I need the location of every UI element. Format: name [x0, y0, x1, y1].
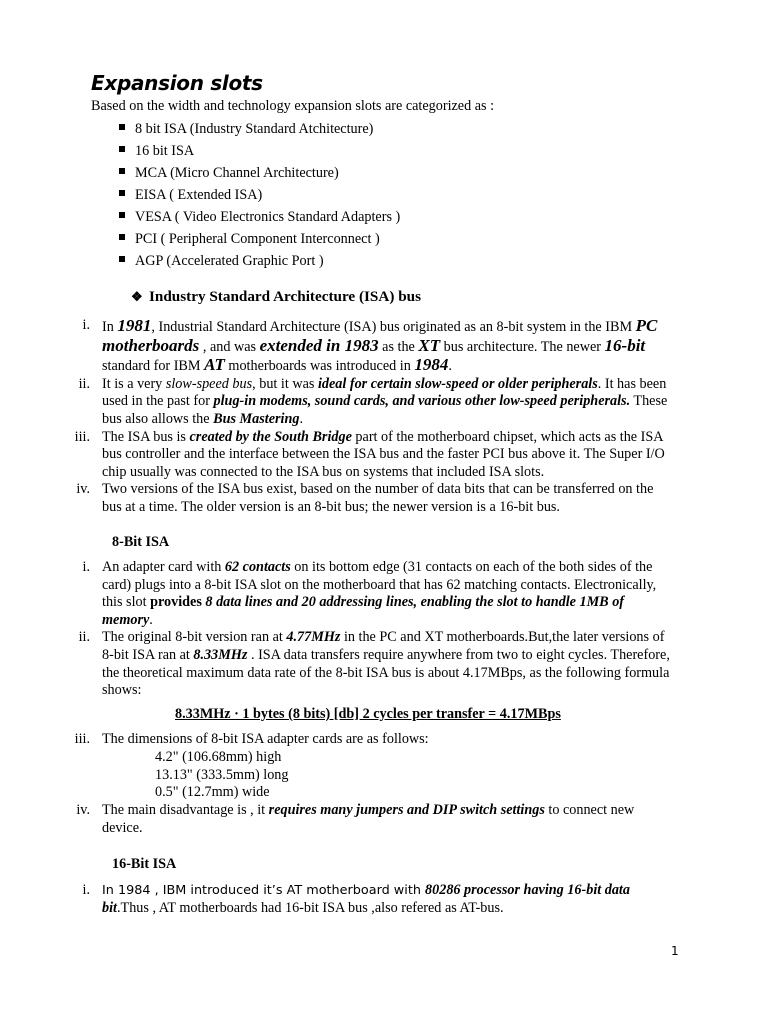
text-run: 62 contacts [224, 559, 291, 575]
isa-item-4: iv. Two versions of the ISA bus exist, based on the number of data bits that can be transferred on the bus at a time. The older version is an 8-bit bus; the newer version is a 16-bit bus. [76, 481, 654, 515]
list-item: 8 bit ISA (Industry Standard Atchitecture) [118, 119, 400, 141]
text-run: as the [378, 338, 419, 355]
eight-bit-item-1: i. An adapter card with 62 contacts on its bottom edge (31 contacts on each of the both sides of the card) plugs into a 8-bit ISA slot on the motherboard that has 62 matching contacts. Electronically, this slot provides 8 data lines and 20 addressing lines, enabling the slot to handle 1MB of memory. [82, 559, 657, 628]
text-run: . ISA data transfers require anywhere from two to eight cycles. Therefore, the theoretical maximum data rate of the 8-bit ISA bus is about 4.17MBps, as the following formula shows: [102, 646, 670, 699]
text-run: to connect new device. [102, 802, 635, 836]
text-run: In 1984 , IBM introduced it’s AT motherboard with [102, 883, 426, 898]
text-run: part of the motherboard chipset, which acts as the ISA bus controller and the interface between the ISA bus and the faster PCI bus above it. The Super I/O chip usually was connected to the ISA bus on systems that included ISA slots. [102, 428, 665, 480]
isa-item-1: i. In 1981, Industrial Standard Architecture (ISA) bus originated as an 8-bit system in the IBM PC motherboards , and was extended in 1983 as the XT bus architecture. The newer 16-bit standard for IBM AT motherboards was introduced in 1984. [82, 316, 658, 375]
eight-bit-items [0, 559, 768, 700]
isa-item-3: iii. The ISA bus is created by the South Bridge part of the motherboard chipset, which acts as the ISA bus controller and the interface between the ISA bus and the faster PCI bus above it. The Super I/O chip usually was connected to the ISA bus on systems that included ISA slots. [74, 428, 665, 480]
intro-text: Based on the width and technology expansion slots are categorized as : [91, 98, 495, 114]
list-item: AGP (Accelerated Graphic Port ) [118, 251, 400, 273]
square-bullet-icon [119, 190, 125, 196]
list-item: EISA ( Extended ISA) [118, 185, 400, 207]
text-run: The original 8-bit version ran at [102, 629, 287, 646]
slot-type-list [118, 119, 400, 273]
text-run: 8.33MHz [193, 646, 248, 663]
dimension-line: 4.2" (106.68mm) high [155, 749, 282, 765]
text-run: An adapter card with [102, 559, 225, 575]
text-run: PC motherboards [102, 316, 658, 355]
text-run: . It has been used in the past for [102, 375, 667, 410]
text-run: 4.77MHz [286, 629, 341, 646]
text-run: 1981 [117, 316, 152, 335]
isa-item-2: ii. It is a very slow-speed bus, but it was ideal for certain slow-speed or older peripherals. It has been used in the past for plug-in modems, sound cards, and various other low-speed peripherals. These bus also allows the Bus Mastering. [78, 375, 668, 427]
text-run: bus architecture. The newer [440, 338, 605, 355]
text-run: The main disadvantage is , it [102, 802, 269, 818]
list-item: PCI ( Peripheral Component Interconnect ) [118, 229, 400, 251]
text-run: 1984 [414, 355, 449, 375]
text-run: It is a very [102, 375, 166, 392]
text-run: 16-bit [604, 335, 646, 355]
data-rate-formula: 8.33MHz · 1 bytes (8 bits) [db] 2 cycles per transfer = 4.17MBps [175, 706, 561, 722]
isa-items [0, 317, 768, 517]
text-run: extended in 1983 [259, 335, 379, 355]
text-run: . [299, 410, 304, 427]
square-bullet-icon [119, 256, 125, 262]
text-run: , and was [199, 338, 260, 355]
card-dimensions [155, 749, 288, 802]
square-bullet-icon [119, 146, 125, 152]
list-item: MCA (Micro Channel Architecture) [118, 163, 400, 185]
page-number: 1 [671, 944, 679, 958]
text-run: 80286 processor having 16-bit data bit [102, 882, 630, 916]
text-run: plug-in modems, sound cards, and various other low-speed peripherals. [213, 393, 631, 410]
text-run: These bus also allows the [102, 393, 668, 427]
text-run: , but it was [252, 375, 318, 392]
eight-bit-heading: 8-Bit ISA [112, 534, 170, 550]
list-item: 16 bit ISA [118, 141, 400, 163]
text-run: slow-speed bus [165, 375, 253, 392]
sixteen-bit-heading: 16-Bit ISA [112, 856, 177, 872]
text-run: XT [418, 335, 441, 355]
text-run: on its bottom edge (31 contacts on each of the both sides of the card) plugs into a 8-bit ISA slot on the motherboard that has 62 matching contacts. Electronically, this slot [102, 559, 657, 611]
text-run: AT [204, 355, 225, 375]
text-run: requires many jumpers and DIP switch settings [268, 802, 545, 818]
text-run: Bus Mastering [213, 410, 300, 427]
text-run: ideal for certain slow-speed or older peripherals [317, 375, 598, 392]
diamond-bullet-icon: ❖ [131, 289, 143, 304]
text-run: Two versions of the ISA bus exist, based on the number of data bits that can be transferred on the bus at a time. The older version is an 8-bit bus; the newer version is a 16-bit bus. [102, 481, 654, 515]
text-run: motherboards was introduced in [224, 358, 415, 375]
text-run: . [448, 358, 452, 375]
dimension-line: 0.5" (12.7mm) wide [155, 784, 270, 801]
text-run: , Industrial Standard Architecture (ISA) bus originated as an 8-bit system in the IBM [151, 319, 636, 335]
text-run: 8 data lines and 20 addressing lines, enabling the slot to handle 1MB of memory [102, 594, 625, 628]
text-run: in the PC and XT motherboards.But,the later versions of 8-bit ISA ran at [102, 629, 665, 663]
page-heading: Expansion slots [91, 71, 263, 95]
text-run: In [102, 319, 118, 335]
isa-section-title: ❖ Industry Standard Architecture (ISA) bus [131, 288, 422, 305]
sixteen-bit-item-1: i. In 1984 , IBM introduced it’s AT motherboard with 80286 processor having 16-bit data bit.Thus , AT motherboards had 16-bit ISA bus ,also refered as AT-bus. [82, 882, 630, 916]
text-run: .Thus , AT motherboards had 16-bit ISA bus ,also refered as AT-bus. [116, 899, 504, 916]
sixteen-bit-items [0, 882, 768, 917]
text-run: created by the South Bridge [189, 428, 352, 445]
text-run: . [149, 611, 153, 628]
eight-bit-item-4: iv. The main disadvantage is , it requires many jumpers and DIP switch settings to connect new device. [76, 802, 635, 836]
eight-bit-item-3: iii. The dimensions of 8-bit ISA adapter cards are as follows: [74, 731, 429, 747]
eight-bit-item-2: ii. The original 8-bit version ran at 4.77MHz in the PC and XT motherboards.But,the later versions of 8-bit ISA ran at 8.33MHz . ISA data transfers require anywhere from two to eight cycles. Therefore, the theoretical maximum data rate of the 8-bit ISA bus is about 4.17MBps, as the following formula shows: [78, 629, 670, 699]
text-run: The ISA bus is [102, 428, 190, 445]
text-run: standard for IBM [102, 358, 205, 375]
square-bullet-icon [119, 124, 125, 130]
square-bullet-icon [119, 212, 125, 218]
text-run: provides [150, 594, 206, 611]
dimension-line: 13.13" (333.5mm) long [155, 766, 289, 783]
list-item: VESA ( Video Electronics Standard Adapters ) [118, 207, 400, 229]
square-bullet-icon [119, 168, 125, 174]
square-bullet-icon [119, 234, 125, 240]
